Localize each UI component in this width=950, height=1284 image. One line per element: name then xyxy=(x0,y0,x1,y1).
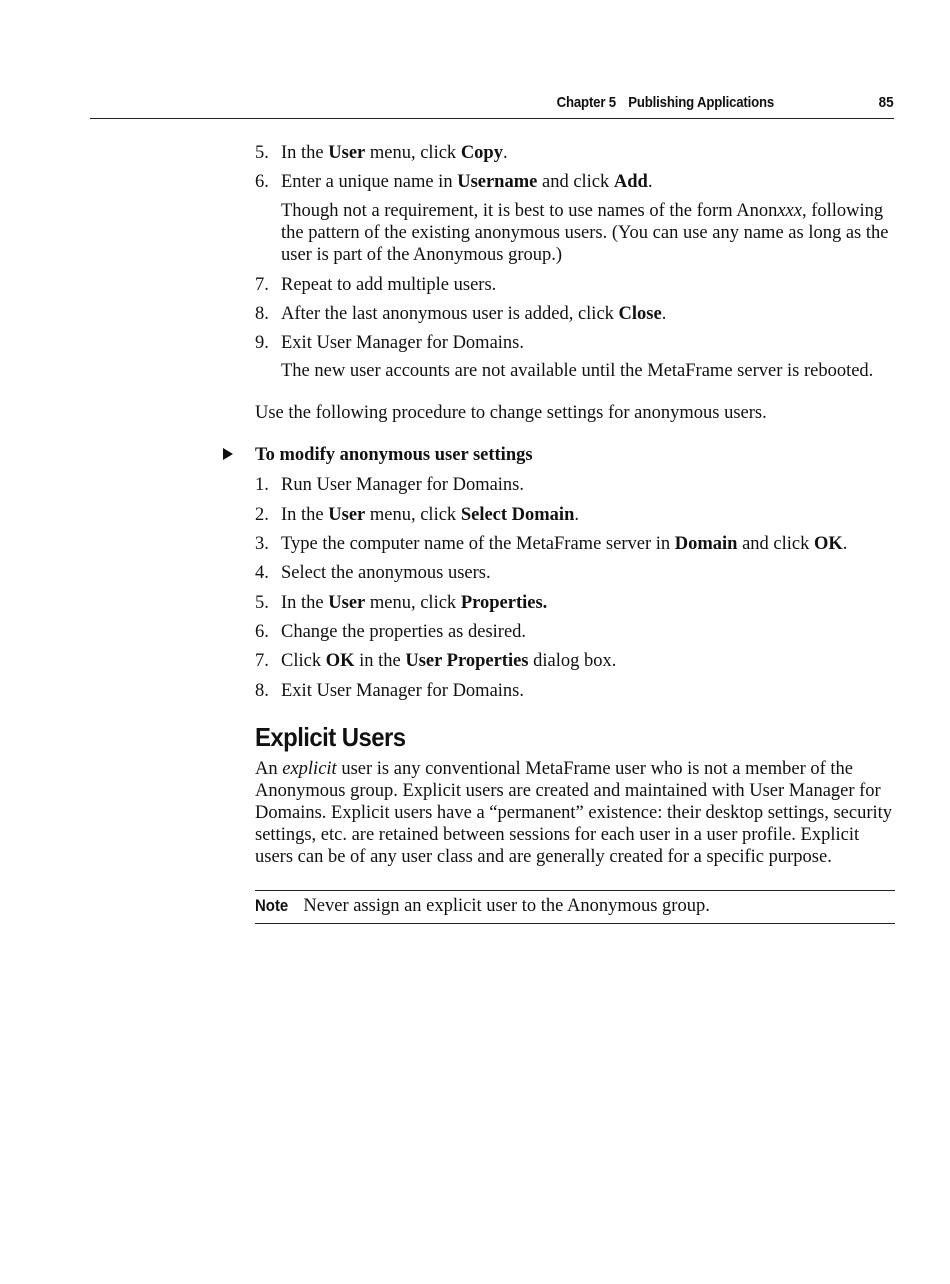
chapter-title: Publishing Applications xyxy=(628,94,774,111)
procedure-arrow-icon xyxy=(223,448,233,460)
list-item: 9. Exit User Manager for Domains. xyxy=(255,333,525,354)
chapter-label: Chapter 5 xyxy=(556,94,616,111)
note-label: Note xyxy=(255,895,289,915)
list-item: 4. Select the anonymous users. xyxy=(255,563,491,584)
page-content xyxy=(255,142,895,924)
list-item: 8. After the last anonymous user is added, click Close. xyxy=(255,303,667,324)
steps-list-add-users xyxy=(255,142,895,193)
list-item: 7. Repeat to add multiple users. xyxy=(255,274,497,295)
note-text: Never assign an explicit user to the Anonymous group. xyxy=(303,895,710,916)
page-number: 85 xyxy=(878,94,894,111)
section-heading: Explicit Users xyxy=(255,721,406,752)
step-6-explanation: Though not a requirement, it is best to use names of the form Anonxxx, following the pattern of the existing anonymous users. (You can use any name as long as the user is part of the Anonymous group.) xyxy=(281,200,889,265)
list-item: 6. Change the properties as desired. xyxy=(255,621,527,642)
list-item: 8. Exit User Manager for Domains. xyxy=(255,680,525,701)
list-item: 7. Click OK in the User Properties dialog box. xyxy=(255,651,617,672)
steps-list-add-users-continued xyxy=(255,274,895,355)
list-item: 5. In the User menu, click Properties. xyxy=(255,592,548,613)
step-9-explanation: The new user accounts are not available until the MetaFrame server is rebooted. xyxy=(281,361,874,382)
explicit-users-paragraph: An explicit user is any conventional MetaFrame user who is not a member of the Anonymous group. Explicit users are created and maintained with User Manager for Domains. Explicit users have a “permanent” existence: their desktop settings, security settings, etc. are retained between sessions for each user in a user profile. Explicit users can be of any user class and are generally created for a specific purpose. xyxy=(255,758,893,867)
note-box xyxy=(255,890,895,924)
running-head xyxy=(557,94,774,111)
list-item: 1. Run User Manager for Domains. xyxy=(255,475,525,496)
list-item: 6. Enter a unique name in Username and click Add. xyxy=(255,172,653,193)
page-header xyxy=(90,92,894,119)
list-item: 2. In the User menu, click Select Domain. xyxy=(255,504,579,525)
list-item: 5. In the User menu, click Copy. xyxy=(255,143,508,163)
list-item: 3. Type the computer name of the MetaFrame server in Domain and click OK. xyxy=(255,534,848,555)
procedure-title: To modify anonymous user settings xyxy=(255,444,895,466)
intro-paragraph: Use the following procedure to change settings for anonymous users. xyxy=(255,403,767,424)
steps-list-modify-settings xyxy=(255,474,895,701)
